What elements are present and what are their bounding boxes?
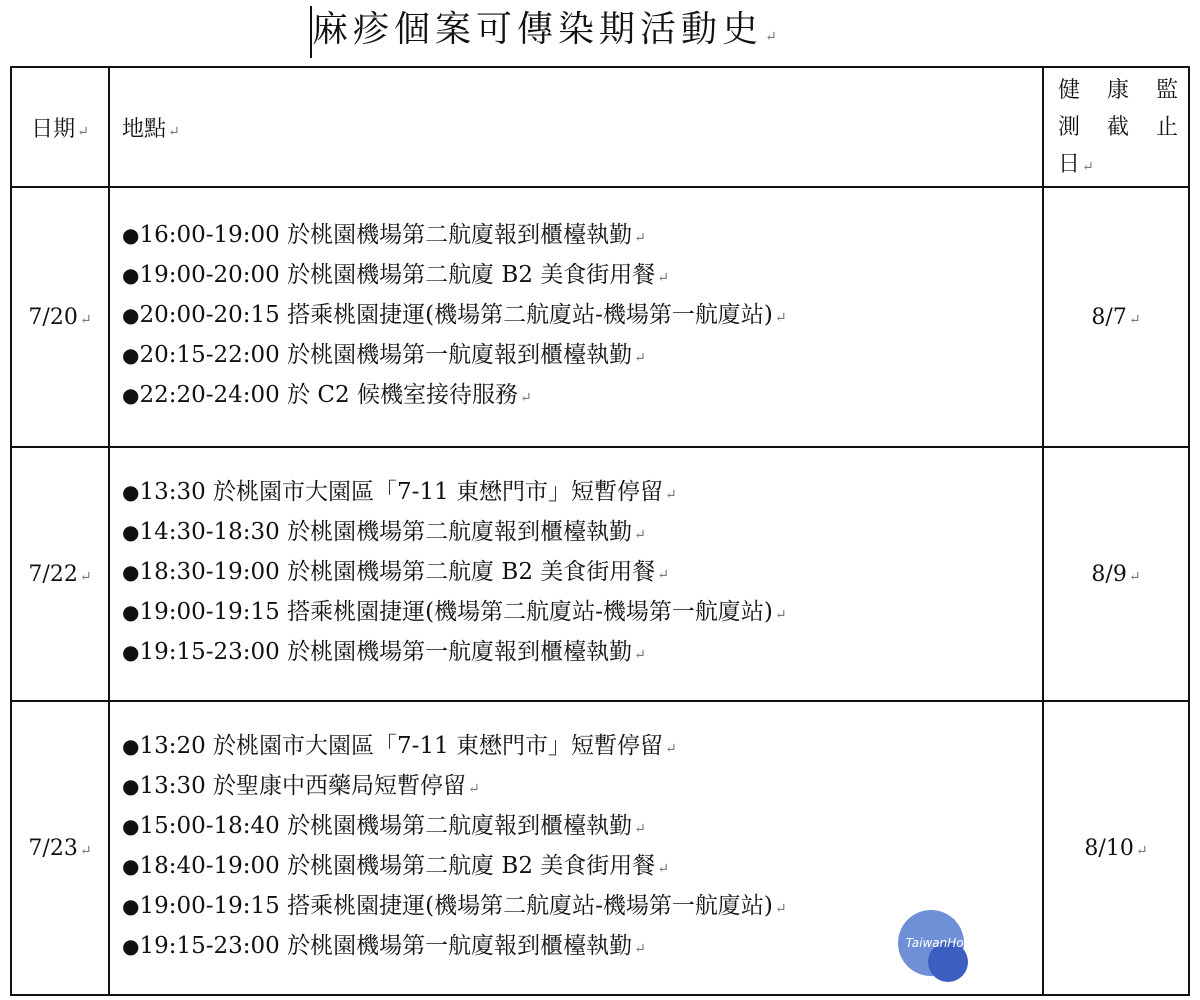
list-item: ●22:20-24:00 於 C2 候機室接待服務 ↵ [122, 382, 532, 408]
header-location: 地點 ↵ [109, 67, 1043, 187]
list-item: ●15:00-18:40 於桃園機場第二航廈報到櫃檯執勤 ↵ [122, 813, 646, 839]
header-end-line-1: 健 康 監 [1058, 78, 1178, 103]
list-item: ●13:20 於桃園市大園區「7-11 東懋門市」短暫停留 ↵ [122, 733, 677, 759]
list-item: ●19:00-20:00 於桃園機場第二航廈 B2 美食街用餐 ↵ [122, 262, 669, 288]
list-item: ●18:30-19:00 於桃園機場第二航廈 B2 美食街用餐 ↵ [122, 559, 669, 585]
row-end-date: 8/7 ↵ [1043, 187, 1189, 447]
list-item: ●16:00-19:00 於桃園機場第二航廈報到櫃檯執勤 ↵ [122, 222, 646, 248]
header-health-monitor-end [1043, 67, 1189, 187]
title-text: 麻疹個案可傳染期活動史 [312, 9, 764, 50]
table-row [11, 701, 1189, 995]
text-cursor [310, 6, 312, 58]
list-item: ●19:15-23:00 於桃園機場第一航廈報到櫃檯執勤 ↵ [122, 933, 646, 959]
watermark-text: TaiwanHot [905, 936, 969, 950]
list-item: ●13:30 於聖康中西藥局短暫停留 ↵ [122, 773, 480, 799]
table-header-row [11, 67, 1189, 187]
list-item: ●19:15-23:00 於桃園機場第一航廈報到櫃檯執勤 ↵ [122, 639, 646, 665]
header-end-line-3: 日 ↵ [1058, 152, 1094, 177]
list-item: ●18:40-19:00 於桃園機場第二航廈 B2 美食街用餐 ↵ [122, 853, 669, 879]
header-end-line-2: 測 截 止 [1058, 115, 1178, 140]
list-item: ●20:00-20:15 搭乘桃園捷運(機場第二航廈站-機場第一航廈站) ↵ [122, 302, 787, 328]
row-date: 7/20 ↵ [11, 187, 109, 447]
row-locations [109, 187, 1043, 447]
row-date: 7/22 ↵ [11, 447, 109, 701]
row-end-date: 8/9 ↵ [1043, 447, 1189, 701]
list-item: ●19:00-19:15 搭乘桃園捷運(機場第二航廈站-機場第一航廈站) ↵ [122, 893, 787, 919]
row-date: 7/23 ↵ [11, 701, 109, 995]
header-date: 日期 ↵ [11, 67, 109, 187]
activity-table [10, 66, 1190, 996]
list-item: ●19:00-19:15 搭乘桃園捷運(機場第二航廈站-機場第一航廈站) ↵ [122, 599, 787, 625]
list-item: ●14:30-18:30 於桃園機場第二航廈報到櫃檯執勤 ↵ [122, 519, 646, 545]
list-item: ●13:30 於桃園市大園區「7-11 東懋門市」短暫停留 ↵ [122, 479, 677, 505]
list-item: ●20:15-22:00 於桃園機場第一航廈報到櫃檯執勤 ↵ [122, 342, 646, 368]
row-end-date: 8/10 ↵ [1043, 701, 1189, 995]
row-locations [109, 447, 1043, 701]
document-title [312, 4, 777, 56]
table-row [11, 447, 1189, 701]
paragraph-mark-icon: ↵ [765, 29, 777, 45]
table-row [11, 187, 1189, 447]
